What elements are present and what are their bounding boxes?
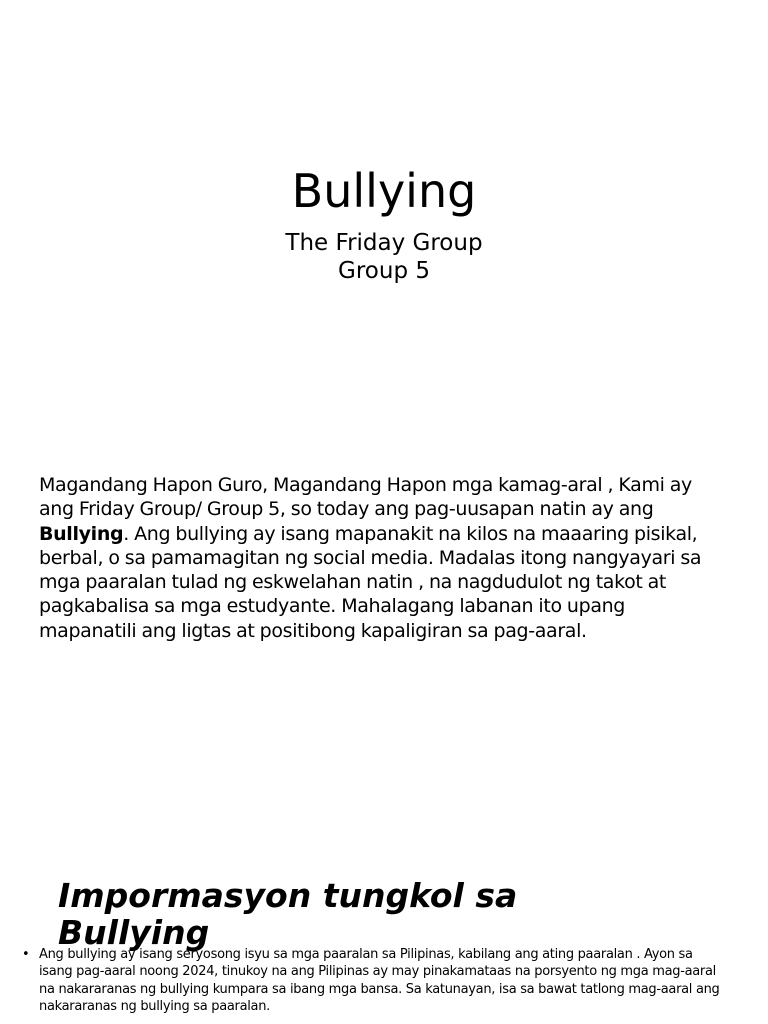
info-bullet-list bbox=[22, 946, 742, 1015]
intro-line: mga paaralan tulad ng eskwelahan natin , na nagdudulot ng takot at bbox=[39, 571, 667, 594]
intro-line: pagkabalisa sa mga estudyante. Mahalagang labanan ito upang bbox=[39, 595, 626, 618]
intro-line: berbal, o sa pamamagitan ng social media. Madalas itong nangyayari sa bbox=[39, 546, 702, 569]
intro-paragraph bbox=[39, 473, 739, 643]
info-heading-line: Bullying bbox=[58, 913, 210, 952]
intro-line: mapanatili ang ligtas at positibong kapaligiran sa pag-aaral. bbox=[39, 619, 587, 642]
intro-line: ang Friday Group/ Group 5, so today ang pag-uusapan natin ay ang bbox=[39, 498, 654, 521]
slide-subtitle bbox=[0, 229, 768, 285]
bullet-icon: • bbox=[22, 947, 30, 962]
intro-line-rest: . Ang bullying ay isang mapanakit na kilos na maaaring pisikal, bbox=[123, 522, 698, 545]
subtitle-group-number: Group 5 bbox=[338, 258, 430, 284]
intro-line: Magandang Hapon Guro, Magandang Hapon mga kamag-aral , Kami ay bbox=[39, 474, 692, 496]
info-heading bbox=[58, 877, 658, 951]
info-heading-line: Impormasyon tungkol sa bbox=[58, 876, 518, 915]
subtitle-group-name: The Friday Group bbox=[285, 230, 483, 256]
bullet-line: na nakararanas ng bullying kumpara sa ibang mga bansa. Sa katunayan, isa sa bawat tatlong mag-aaral ang bbox=[39, 981, 720, 997]
list-item bbox=[22, 946, 742, 1015]
intro-line bbox=[39, 522, 739, 546]
slide-title: Bullying bbox=[291, 164, 477, 218]
bullet-line: isang pag-aaral noong 2024, tinukoy na ang Pilipinas ay may pinakamataas na porsyento ng mga mag-aaral bbox=[39, 964, 716, 980]
bullet-line: Ang bullying ay isang seryosong isyu sa mga paaralan sa Pilipinas, kabilang ang ating paaralan . Ayon sa bbox=[39, 947, 693, 962]
bullet-line: nakararanas ng bullying sa paaralan. bbox=[39, 998, 270, 1014]
intro-bold-term: Bullying bbox=[39, 522, 124, 545]
